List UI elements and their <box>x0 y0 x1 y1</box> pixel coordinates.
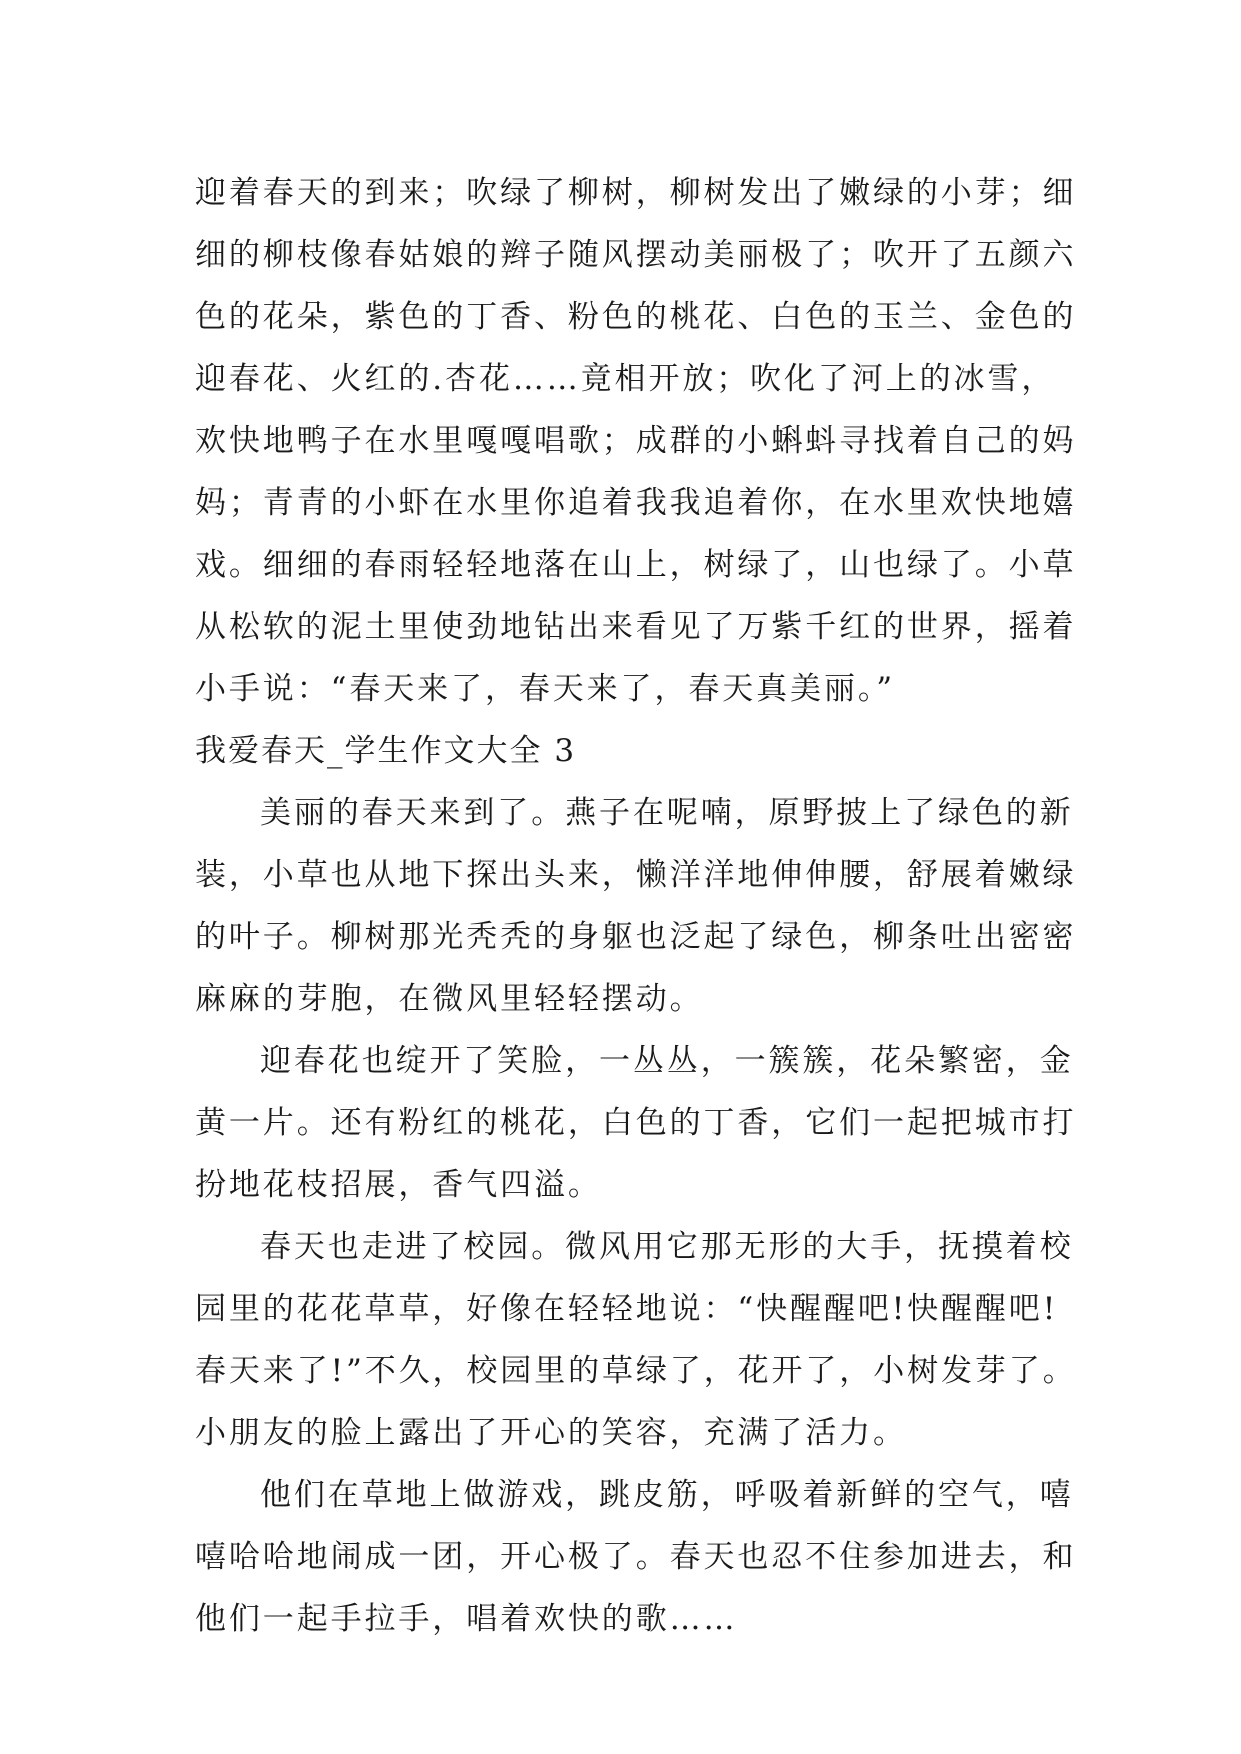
text-line: 迎着春天的到来；吹绿了柳树，柳树发出了嫩绿的小芽；细 <box>195 175 1077 211</box>
text-line: 春天来了!”不久，校园里的草绿了，花开了，小树发芽了。 <box>195 1353 1077 1389</box>
paragraph-3 <box>195 1030 1077 1216</box>
text-line: 小手说：“春天来了，春天来了，春天真美丽。” <box>195 671 895 707</box>
text-line: 装，小草也从地下探出头来，懒洋洋地伸伸腰，舒展着嫩绿 <box>195 857 1077 893</box>
text-line: 黄一片。还有粉红的桃花，白色的丁香，它们一起把城市打 <box>195 1105 1077 1141</box>
text-line: 他们一起手拉手，唱着欢快的歌…… <box>195 1601 738 1637</box>
section-heading: 我爱春天_学生作文大全 3 <box>195 733 577 769</box>
text-line: 麻麻的芽胞，在微风里轻轻摆动。 <box>195 981 704 1017</box>
document-body <box>195 162 1077 1650</box>
text-line: 扮地花枝招展，香气四溢。 <box>195 1167 602 1203</box>
text-line: 园里的花花草草，好像在轻轻地说：“快醒醒吧!快醒醒吧! <box>195 1291 1059 1327</box>
text-line: 戏。细细的春雨轻轻地落在山上，树绿了，山也绿了。小草 <box>195 547 1077 583</box>
text-line: 嘻哈哈地闹成一团，开心极了。春天也忍不住参加进去，和 <box>195 1539 1077 1575</box>
paragraph-1 <box>195 162 1077 720</box>
paragraph-5 <box>195 1464 1077 1650</box>
text-line: 从松软的泥土里使劲地钻出来看见了万紫千红的世界，摇着 <box>195 609 1077 645</box>
text-line: 小朋友的脸上露出了开心的笑容，充满了活力。 <box>195 1415 907 1451</box>
text-line: 欢快地鸭子在水里嘎嘎唱歌；成群的小蝌蚪寻找着自己的妈 <box>195 423 1077 459</box>
text-line: 色的花朵，紫色的丁香、粉色的桃花、白色的玉兰、金色的 <box>195 299 1077 335</box>
text-line: 妈；青青的小虾在水里你追着我我追着你，在水里欢快地嬉 <box>195 485 1077 521</box>
text-line: 迎春花也绽开了笑脸，一丛丛，一簇簇，花朵繁密，金 <box>260 1043 1074 1079</box>
text-line: 美丽的春天来到了。燕子在呢喃，原野披上了绿色的新 <box>260 795 1074 831</box>
text-line: 春天也走进了校园。微风用它那无形的大手，抚摸着校 <box>260 1229 1074 1265</box>
text-line: 的叶子。柳树那光秃秃的身躯也泛起了绿色，柳条吐出密密 <box>195 919 1077 955</box>
text-line: 他们在草地上做游戏，跳皮筋，呼吸着新鲜的空气，嘻 <box>260 1477 1074 1513</box>
paragraph-2 <box>195 782 1077 1030</box>
paragraph-4 <box>195 1216 1077 1464</box>
text-line: 细的柳枝像春姑娘的辫子随风摆动美丽极了；吹开了五颜六 <box>195 237 1077 273</box>
text-line: 迎春花、火红的.杏花……竟相开放；吹化了河上的冰雪， <box>195 361 1056 397</box>
